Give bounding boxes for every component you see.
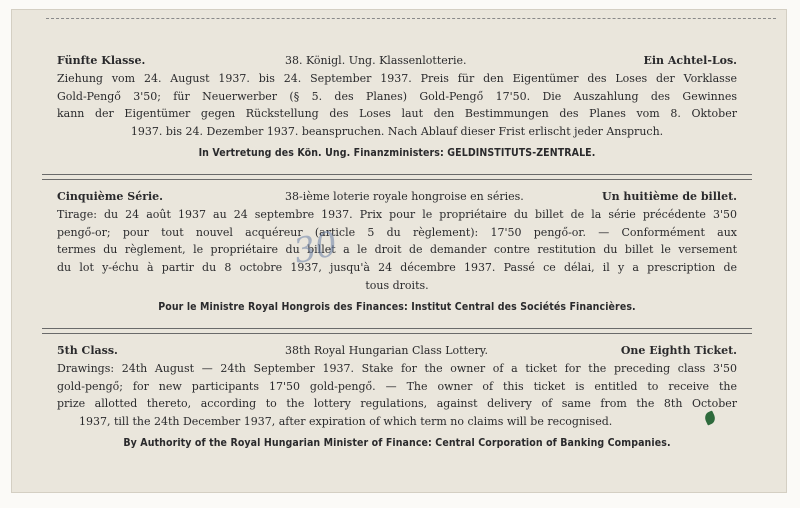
section-divider [42,174,752,180]
text-line: 1937, till the 24th December 1937, after expiration of which term no claims will be recognised. [79,415,613,429]
authority-line: By Authority of the Royal Hungarian Minister of Finance: Central Corporation of Banking Companies. [123,436,671,449]
lottery-name: 38th Royal Hungarian Class Lottery. [285,344,489,357]
text-line: gold-pengő; for new participants 17'50 gold-pengő. — The owner of this ticket is entitled to receive the [57,379,737,393]
section-divider [42,328,752,334]
ticket-type: One Eighth Ticket. [620,344,737,357]
text-line: tous droits. [365,278,429,292]
lottery-name: 38-ième loterie royale hongroise en séries. [285,190,524,203]
lottery-name: 38. Königl. Ung. Klassenlotterie. [285,54,467,67]
perforation-line [46,18,776,19]
section-header [57,54,737,70]
ticket-type: Un huitième de billet. [602,190,737,203]
authority-line: In Vertretung des Kön. Ung. Finanzministers: GELDINSTITUTS-ZENTRALE. [198,146,596,159]
handwritten-number: 30 [290,223,341,273]
text-line: Gold-Pengő 3'50; für Neuerwerber (§ 5. des Planes) Gold-Pengő 17'50. Die Auszahlung des Gewinnes [57,89,737,103]
text-line: kann der Eigentümer gegen Rückstellung des Loses laut den Bestimmungen des Planes vom 8. Oktober [57,107,737,121]
english-section [57,344,737,449]
class-label: Fünfte Klasse. [57,54,146,67]
lottery-ticket [11,9,787,493]
ticket-type: Ein Achtel-Los. [643,54,737,67]
section-body [57,360,737,431]
text-line: pengő-or; pour tout nouvel acquéreur (article 5 du règlement): 17'50 pengő-or. — Conformément aux [57,225,737,239]
french-section [57,190,737,313]
authority-line: Pour le Ministre Royal Hongrois des Finances: Institut Central des Sociétés Financières. [158,300,636,313]
section-header [57,190,737,206]
text-line: termes du règlement, le propriétaire du billet a le droit de demander contre restitution du billet le versement [57,243,737,257]
section-body [57,206,737,295]
text-line: Drawings: 24th August — 24th September 1937. Stake for the owner of a ticket for the preceding class 3'50 [57,362,737,375]
text-line: du lot y-échu à partir du 8 octobre 1937, jusqu'à 24 décembre 1937. Passé ce délai, il y a prescription de [57,261,737,275]
text-line: Ziehung vom 24. August 1937. bis 24. September 1937. Preis für den Eigentümer des Loses der Vorklasse [57,72,737,85]
text-line: prize allotted thereto, according to the lottery regulations, against delivery of same from the 8th October [57,397,737,411]
section-header [57,344,737,360]
text-line: Tirage: du 24 août 1937 au 24 septembre 1937. Prix pour le propriétaire du billet de la série précédente 3'50 [57,208,737,221]
class-label: 5th Class. [57,344,118,357]
section-body [57,70,737,141]
text-line: 1937. bis 24. Dezember 1937. beanspruchen. Nach Ablauf dieser Frist erlischt jeder Anspruch. [130,125,664,139]
german-section [57,54,737,159]
class-label: Cinquième Série. [57,190,164,203]
